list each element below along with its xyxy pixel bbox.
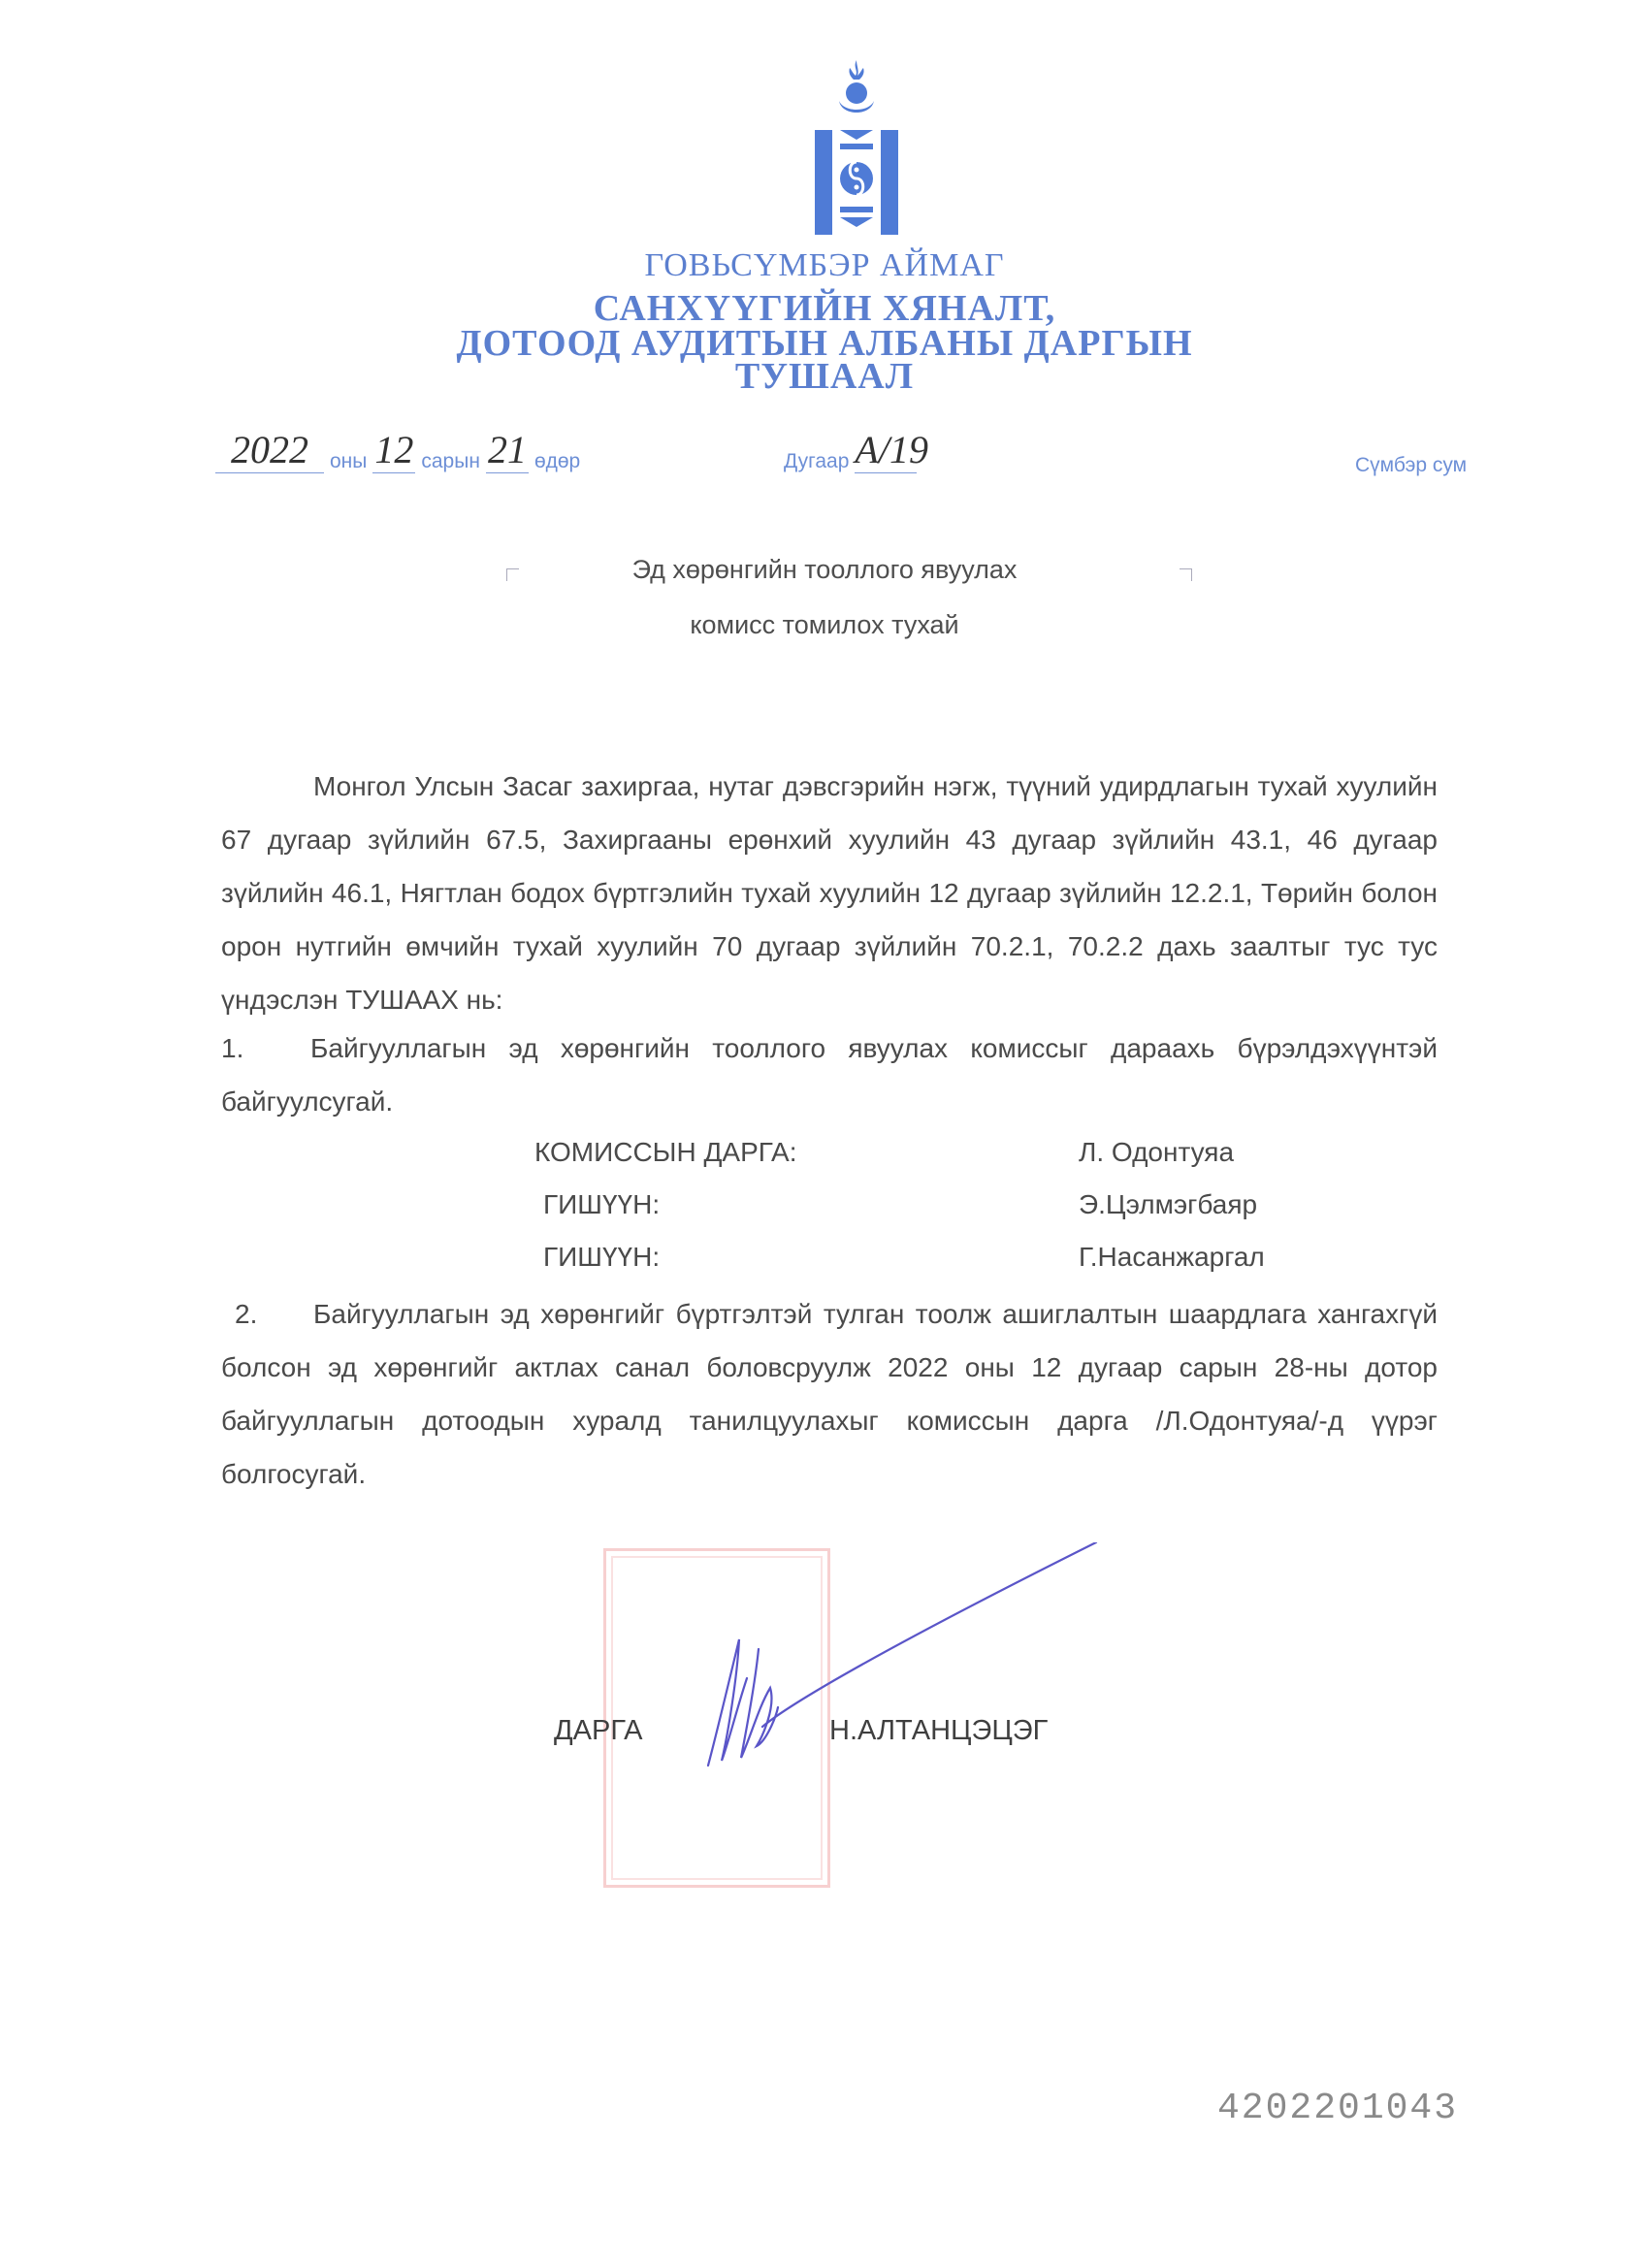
document-number: А/19: [855, 428, 928, 471]
order-item-1: [221, 1021, 1438, 1128]
roster-name: Л. Одонтуяа: [1079, 1137, 1235, 1167]
preamble-paragraph: Монгол Улсын Засаг захиргаа, нутаг дэвсгэрийн нэгж, түүний удирдлагын тухай хуулийн 67 дугаар зүйлийн 67.5, Захиргааны ерөнхий хуулийн 43 дугаар зүйлийн 43.1, 46 дугаар зүйлийн 46.1, Нягтлан бодох бүртгэлийн тухай хуулийн 12 дугаар зүйлийн 12.2.1, Төрийн болон орон нутгийн өмчийн тухай хуулийн 70 дугаар зүйлийн 70.2.1, 70.2.2 дахь заалтыг тус тус үндэслэн ТУШААХ нь:: [221, 771, 1438, 1015]
date-year: 2022: [215, 427, 324, 473]
subject-line2: комисс томилох тухай: [690, 610, 959, 639]
document-number-label: Дугаар: [784, 450, 850, 472]
header-region: ГОВЬСҮМБЭР АЙМАГ: [644, 247, 1005, 283]
header-document-type: ТУШААЛ: [734, 356, 915, 397]
order-item-number: 2.: [235, 1299, 258, 1329]
roster-name: Г.Насанжаргал: [1079, 1242, 1265, 1272]
date-month: 12: [374, 428, 414, 471]
date-year-label: оны: [330, 450, 368, 472]
order-item-number: 1.: [221, 1033, 244, 1063]
date-month-label: сарын: [421, 450, 480, 472]
header-organization-line2: ДОТООД АУДИТЫН АЛБАНЫ ДАРГЫН: [456, 323, 1193, 364]
roster-name: Э.Цэлмэгбаяр: [1079, 1189, 1258, 1219]
signatory-name: Н.АЛТАНЦЭЦЭГ: [829, 1715, 1049, 1746]
document-serial-number: 4202201043: [1217, 2088, 1459, 2129]
order-item-text: Байгууллагын эд хөрөнгийн тооллого явуулах комиссыг дараахь бүрэлдэхүүнтэй байгуулсугай.: [221, 1033, 1438, 1117]
roster-role: ГИШҮҮН:: [543, 1242, 661, 1272]
order-item-text: Байгууллагын эд хөрөнгийг бүртгэлтэй тулган тоолж ашиглалтын шаардлага хангахгүй болсон эд хөрөнгийг актлах санал боловсруулж 2022 оны 12 дугаар сарын 28-ны дотор байгууллагын дотоодын хуралд танилцуулахыг комиссын дарга /Л.Одонтуяа/-д үүрэг болгосугай.: [221, 1299, 1438, 1489]
date-line: [215, 427, 580, 473]
header-organization-line1: САНХҮҮГИЙН ХЯНАЛТ,: [593, 288, 1056, 329]
order-item-2: [221, 1287, 1438, 1501]
date-day-label: өдөр: [534, 450, 581, 472]
location: Сүмбэр сум: [1355, 454, 1468, 476]
roster-role: ГИШҮҮН:: [543, 1189, 661, 1219]
date-day: 21: [487, 428, 527, 471]
handwritten-signature-icon: [669, 1542, 1106, 1775]
subject-line1: Эд хөрөнгийн тооллого явуулах: [631, 555, 1018, 584]
signatory-title: ДАРГА: [554, 1715, 643, 1746]
document-number-line: [784, 427, 928, 473]
soyombo-emblem-icon: [813, 60, 900, 235]
roster-role: КОМИССЫН ДАРГА:: [534, 1137, 797, 1167]
